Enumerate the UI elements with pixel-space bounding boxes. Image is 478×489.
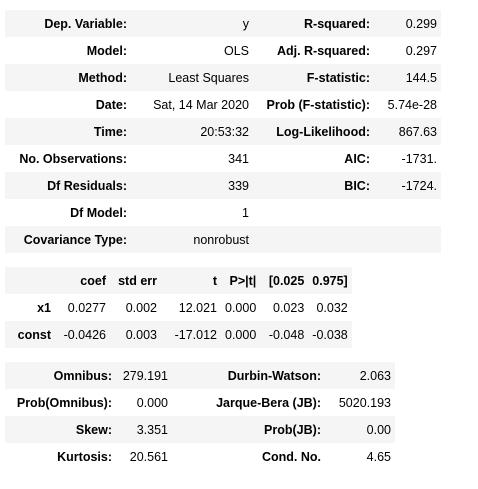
table-row	[5, 199, 441, 226]
summary-value: 1	[242, 205, 249, 220]
summary-label: Covariance Type:	[23, 232, 127, 247]
diagnostic-label: Skew:	[75, 422, 112, 437]
row-label: x1	[37, 300, 51, 315]
summary-value	[374, 199, 441, 226]
summary-label: Date:	[95, 97, 127, 112]
column-header: coef	[80, 273, 106, 288]
summary-label: Method:	[78, 70, 127, 85]
diagnostic-label: Jarque-Bera (JB):	[216, 395, 321, 410]
summary-value: OLS	[223, 43, 249, 58]
summary-value: 144.5	[405, 70, 437, 85]
coefficients-table	[5, 267, 352, 348]
table-row	[5, 416, 395, 443]
table-cell: 0.000	[225, 300, 257, 315]
table-row	[5, 145, 441, 172]
diagnostic-value: 0.000	[136, 395, 168, 410]
diagnostic-value: 0.00	[366, 422, 391, 437]
column-header: std err	[118, 273, 157, 288]
table-row	[5, 321, 352, 348]
table-row	[5, 443, 395, 470]
summary-value: 0.299	[405, 16, 437, 31]
table-row	[5, 172, 441, 199]
diagnostic-label: Kurtosis:	[57, 449, 112, 464]
summary-label: Dep. Variable:	[44, 16, 127, 31]
diagnostics-table	[5, 362, 395, 470]
table-row	[5, 10, 441, 37]
summary-label: BIC:	[344, 178, 370, 193]
table-row	[5, 294, 352, 321]
summary-value: -1731.	[401, 151, 437, 166]
table-row	[5, 226, 441, 253]
table-cell: 0.0277	[67, 300, 106, 315]
table-header-row	[5, 267, 352, 294]
table-cell: 0.002	[125, 300, 157, 315]
diagnostic-label: Cond. No.	[261, 449, 321, 464]
diagnostic-value: 2.063	[359, 368, 391, 383]
table-row	[5, 389, 395, 416]
summary-label: F-statistic:	[306, 70, 370, 85]
table-cell: 12.021	[178, 300, 217, 315]
diagnostic-value: 20.561	[129, 449, 168, 464]
summary-value: 339	[228, 178, 249, 193]
diagnostic-value: 279.191	[122, 368, 168, 383]
summary-value: y	[242, 16, 249, 31]
summary-value: -1724.	[401, 178, 437, 193]
summary-label: R-squared:	[304, 16, 370, 31]
diagnostic-label: Prob(Omnibus):	[16, 395, 112, 410]
row-label: const	[17, 327, 51, 342]
diagnostic-value: 5020.193	[338, 395, 391, 410]
table-row	[5, 91, 441, 118]
table-row	[5, 362, 395, 389]
summary-label: AIC:	[344, 151, 370, 166]
column-header: t	[212, 273, 217, 288]
summary-value: 0.297	[405, 43, 437, 58]
summary-label	[253, 199, 374, 226]
table-cell: -17.012	[174, 327, 217, 342]
table-cell: -0.0426	[63, 327, 106, 342]
table-cell: -0.038	[312, 327, 348, 342]
summary-label: Time:	[93, 124, 127, 139]
summary-label: Df Residuals:	[47, 178, 127, 193]
summary-label	[253, 226, 374, 253]
diagnostic-value: 3.351	[136, 422, 168, 437]
table-cell: 0.032	[316, 300, 348, 315]
summary-label: Df Model:	[70, 205, 127, 220]
table-cell: 0.023	[273, 300, 305, 315]
column-header	[5, 267, 55, 294]
summary-value: 867.63	[398, 124, 437, 139]
diagnostic-label: Prob(JB):	[264, 422, 321, 437]
summary-label: Adj. R-squared:	[276, 43, 370, 58]
table-row	[5, 64, 441, 91]
diagnostic-label: Durbin-Watson:	[227, 368, 321, 383]
summary-label: Prob (F-statistic):	[266, 97, 370, 112]
summary-value	[374, 226, 441, 253]
summary-value: Sat, 14 Mar 2020	[153, 97, 249, 112]
summary-value: nonrobust	[193, 232, 249, 247]
summary-label: Model:	[86, 43, 127, 58]
table-cell: 0.003	[125, 327, 157, 342]
summary-label: Log-Likelihood:	[276, 124, 370, 139]
table-row	[5, 37, 441, 64]
summary-value: 5.74e-28	[387, 97, 437, 112]
diagnostic-label: Omnibus:	[53, 368, 112, 383]
summary-value: 20:53:32	[200, 124, 249, 139]
column-header: [0.025	[268, 273, 305, 288]
diagnostic-value: 4.65	[366, 449, 391, 464]
table-row	[5, 118, 441, 145]
summary-label: No. Observations:	[19, 151, 127, 166]
summary-value: Least Squares	[168, 70, 249, 85]
table-cell: -0.048	[268, 327, 305, 342]
column-header: 0.975]	[312, 273, 348, 288]
column-header: P>|t|	[229, 273, 257, 288]
model-summary-table	[5, 10, 441, 253]
table-cell: 0.000	[225, 327, 257, 342]
summary-value: 341	[228, 151, 249, 166]
